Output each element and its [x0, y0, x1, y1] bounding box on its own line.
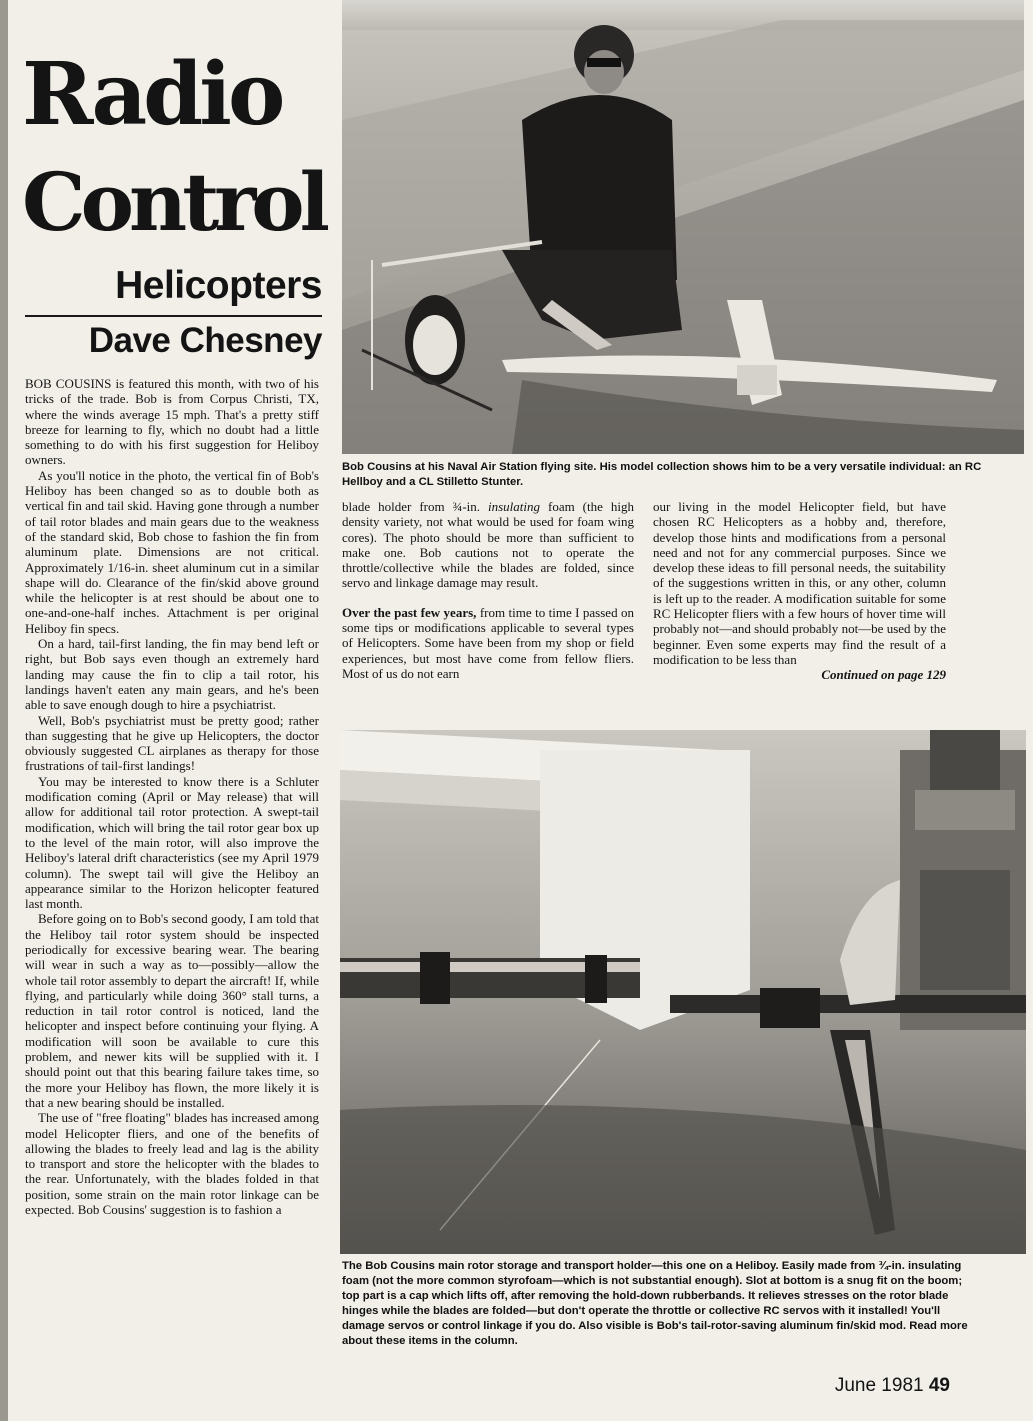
emphasis-text: insulating — [488, 499, 541, 514]
page-footer — [780, 1374, 950, 1398]
paragraph: As you'll notice in the photo, the vertical fin of Bob's Heliboy has been changed so as to double both as vertical fin and tail skid. Having gone through a number of tail rotor blades and main gears due to the weakness of the standard skid, Bob chose to fashion the fin from aluminum plate. Dimensions are not critical. Approximately 1/16-in. sheet aluminum cut in a similar shape will do. Clearance of the fin/skid above ground while the helicopter is at rest should be about one to one-and-one-half inches. Attachment is per original Heliboy fin specs. — [25, 467, 319, 636]
photo-caption-bottom: The Bob Cousins main rotor storage and transport holder—this one on a Heliboy. Easily made from ¾-in. insulating foam (not the more common styrofoam—which is not substantial enough). Slot at bottom is a snug fit on the boom; top part is a cap which lifts off, after removing the hold-down rubberbands. It relieves stresses on the rotor blade hinges while the blades are folded—but don't operate the throttle or collective RC servos with it installed! You'll damage servos or control linkage if you do. Also visible is Bob's tail-rotor-saving aluminum fin/skid mod. Read more about these items in the column. — [342, 1260, 968, 1347]
continued-on-link[interactable]: Continued on page 129 — [821, 667, 946, 683]
paragraph: Well, Bob's psychiatrist must be pretty good; rather than suggesting that he give up Helicopters, the doctor obviously suggested CL airplanes as therapy for those frustrations of tail-first landings! — [25, 712, 319, 774]
author-byline: Dave Chesney — [88, 321, 322, 360]
title-radio: Radio — [22, 44, 282, 145]
title-rule — [25, 315, 322, 317]
column-2 — [342, 499, 634, 681]
paragraph: BOB COUSINS is featured this month, with two of his tricks of the trade. Bob is from Corpus Christi, TX, where the winds average 15 mph. That's a pretty stiff breeze for learning to fly, which no doubt had a little something to do with his first suggestion for Heliboy owners. — [25, 376, 319, 468]
column-1 — [25, 376, 319, 1217]
paragraph: You may be interested to know there is a Schluter modification coming (April or May release) that will allow for additional tail rotor protection. A swept-tail modification, which will bring the tail rotor gear box up to the level of the main rotor, will also improve the Heliboy's lateral drift characteristics (see my April 1979 column). The swept tail will give the Heliboy an appearance similar to the Horizon helicopter featured last month. — [25, 773, 319, 912]
paragraph-text: from time to time I passed on some tips or modifications applicable to several types of Helicopters. Some have been from my shop or field experiences, but most have come from fellow fliers. Most of us do not earn — [342, 604, 634, 681]
title-control: Control — [22, 155, 326, 249]
page-number: 49 — [928, 1375, 950, 1396]
photo-rotor-blade-holder — [340, 730, 1026, 1254]
paragraph — [342, 499, 634, 591]
issue-date: June 1981 — [834, 1375, 924, 1396]
paragraph: The use of "free floating" blades has increased among model Helicopter fliers, and one of the benefits of allowing the blades to freely lead and lag is the ability to transport and store the helicopter with the blades to the rear. Unfortunately, with the blades folded in that position, some strain on the main rotor linkage can be expected. Bob Cousins' suggestion is to fashion a — [25, 1110, 319, 1218]
column-3 — [653, 499, 946, 683]
paragraph — [342, 605, 634, 681]
paragraph: On a hard, tail-first landing, the fin may bend left or right, but Bob says even though an extremely hard landing may cause the fin to clip a tail rotor, his landings haven't eaten any main gears, and he's been able to save enough dough to hire a psychiatrist. — [25, 636, 319, 713]
page-edge — [0, 0, 8, 1421]
photo-caption-top: Bob Cousins at his Naval Air Station flying site. His model collection shows him to be a very versatile individual: an RC Hellboy and a CL Stilletto Stunter. — [342, 461, 982, 488]
paragraph: Before going on to Bob's second goody, I am told that the Heliboy tail rotor system should be inspected periodically for excessive bearing wear. The bearing will wear in such a way as to—possibly—allow the whole tail rotor assembly to depart the aircraft! If, while flying, and particularly while doing 360° stall turns, a reduction in tail rotor control is noticed, land the helicopter and inspect before continuing your flying. A modification will soon be available to cure this problem, and newer kits will be supplied with it. I should point out that this bearing failure takes time, so the more your Heliboy has flown, the more likely it is that a new bearing should be installed. — [25, 911, 319, 1110]
title-helicopters: Helicopters — [115, 264, 322, 307]
lead-in-text: Over the past few years, — [342, 604, 477, 620]
paragraph-text: foam (the high density variety, not what would be used for foam wing cores). The photo should be more than sufficient to make one. Bob cautions not to operate the throttle/collective while the blades are folded, since servo and linkage damage may result. — [342, 499, 634, 591]
paragraph-text: blade holder from ¾-in. — [342, 499, 488, 514]
photo-bob-cousins-airfield — [342, 0, 1024, 454]
paragraph: our living in the model Helicopter field, but have chosen RC Helicopters as a hobby and, therefore, develop those hints and modifications from a personal need and not for any commercial purposes. Since we develop these ideas to fill personal needs, the suitability of the suggestions written in this, or any other, column is left up to the reader. A modification suitable for some RC Helicopter fliers with a few hours of hover time will probably not—and should probably not—be used by the beginner. Even some experts may find the result of a modification to be less than — [653, 499, 946, 667]
